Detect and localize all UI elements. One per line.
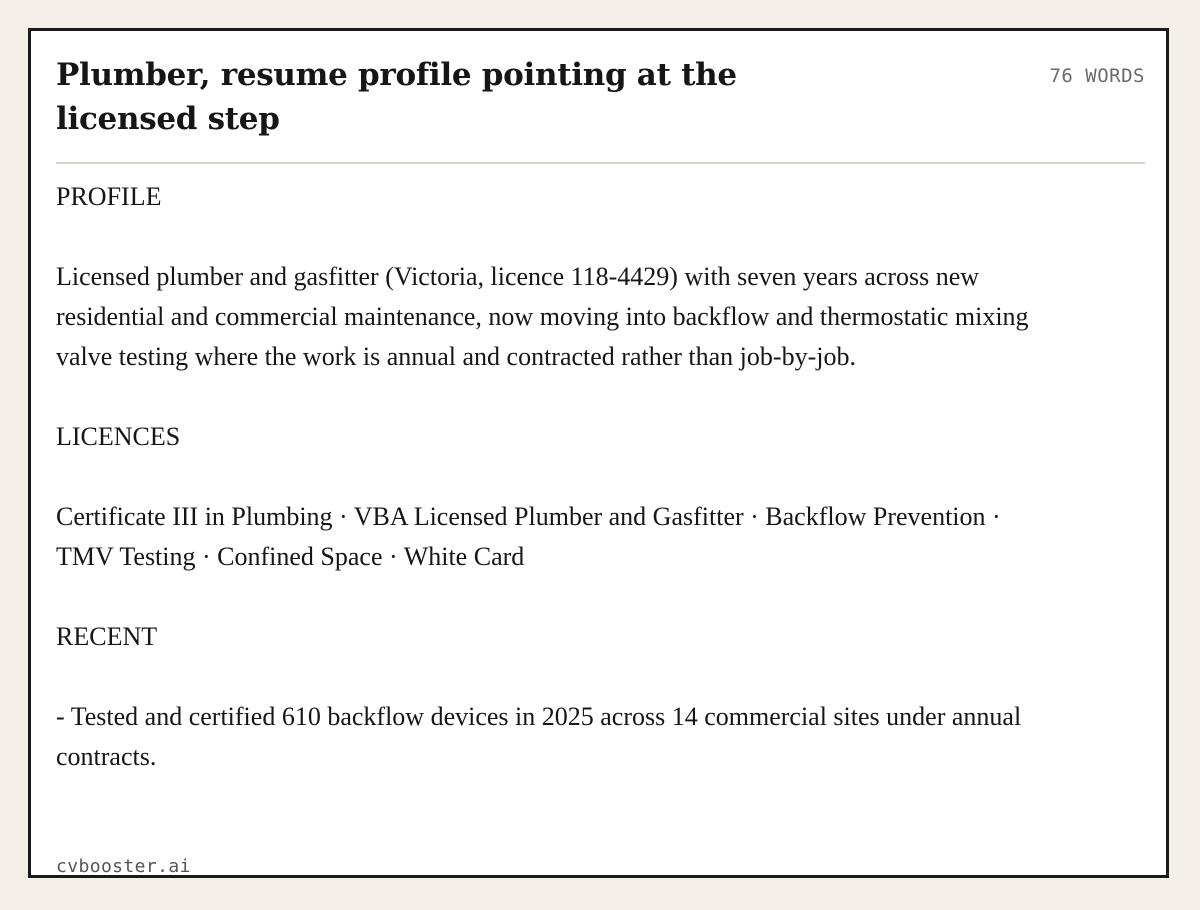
spacer [56,217,1036,257]
recent-item: - Tested and certified 610 backflow devices in 2025 across 14 commercial sites under annual contracts. [56,702,1022,771]
recent-heading: RECENT [56,622,158,651]
brand-footer: cvbooster.ai [56,856,191,877]
spacer [56,657,1036,697]
licences-heading: LICENCES [56,422,181,451]
resume-body [56,177,1036,777]
spacer [56,577,1036,617]
resume-card [28,28,1169,878]
card-header [56,53,1145,164]
spacer [56,377,1036,417]
page-title: Plumber, resume profile pointing at the licensed step [56,57,737,137]
word-count-badge: 76 WORDS [1049,65,1145,87]
spacer [56,457,1036,497]
profile-text: Licensed plumber and gasfitter (Victoria, licence 118-4429) with seven years across new residential and commercial maintenance, now moving into backflow and thermostatic mixing valve testing where the work is annual and contracted rather than job-by-job. [56,262,1029,371]
licences-text: Certificate III in Plumbing · VBA Licensed Plumber and Gasfitter · Backflow Prevention · TMV Testing · Confined Space · White Card [56,502,1001,571]
profile-heading: PROFILE [56,182,162,211]
